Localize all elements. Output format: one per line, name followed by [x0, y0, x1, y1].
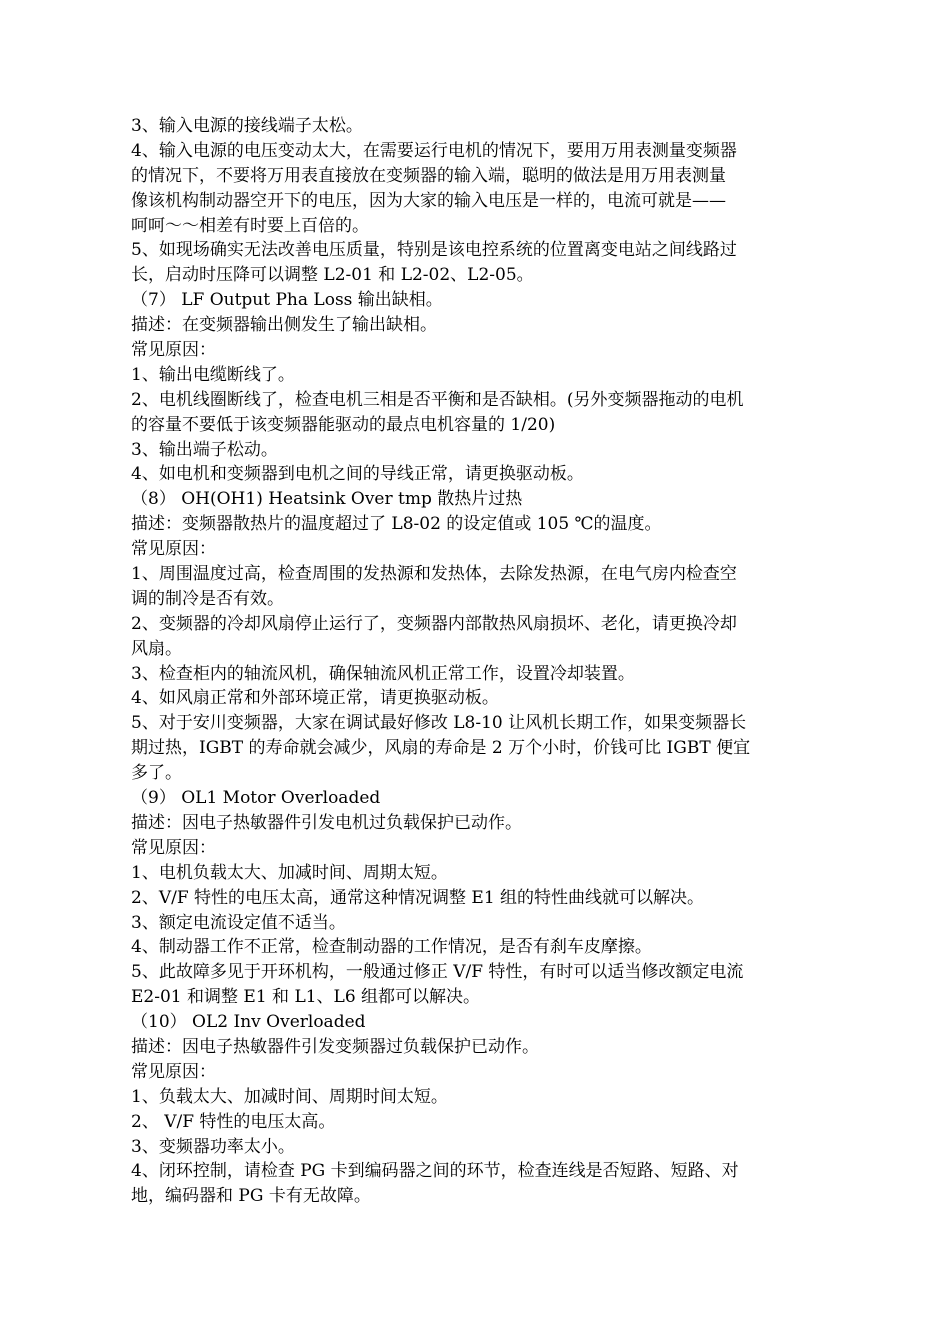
text-line: 2、 V/F 特性的电压太高。: [131, 1111, 336, 1132]
text-line: 调的制冷是否有效。: [131, 588, 284, 609]
text-line: 5、对于安川变频器，大家在调试最好修改 L8-10 让风机长期工作，如果变频器长: [131, 713, 747, 734]
text-line: 期过热，IGBT 的寿命就会减少，风扇的寿命是 2 万个小时，价钱可比 IGBT 便宜: [131, 738, 751, 759]
text-line: 的情况下，不要将万用表直接放在变频器的输入端，聪明的做法是用万用表测量: [131, 165, 726, 186]
text-line: 地，编码器和 PG 卡有无故障。: [131, 1186, 371, 1207]
text-line: 3、变频器功率太小。: [131, 1136, 295, 1157]
text-line: 1、电机负载太大、加减时间、周期太短。: [131, 862, 448, 883]
text-line: 4、如电机和变频器到电机之间的导线正常，请更换驱动板。: [131, 464, 584, 485]
text-line: 描述：因电子热敏器件引发变频器过负载保护已动作。: [131, 1036, 539, 1057]
text-line: 1、负载太大、加减时间、周期时间太短。: [131, 1086, 448, 1107]
text-line: 1、输出电缆断线了。: [131, 364, 295, 385]
text-line: 呵呵～～相差有时要上百倍的。: [131, 215, 369, 236]
text-line: 5、此故障多见于开环机构，一般通过修正 V/F 特性，有时可以适当修改额定电流: [131, 962, 744, 983]
text-line: 描述：在变频器输出侧发生了输出缺相。: [131, 315, 437, 336]
text-line: 风扇。: [131, 638, 182, 659]
text-line: 4、闭环控制，请检查 PG 卡到编码器之间的环节，检查连线是否短路、短路、对: [131, 1161, 739, 1182]
document-body: [131, 114, 811, 1209]
text-line: 多了。: [131, 763, 182, 784]
text-line: 1、周围温度过高，检查周围的发热源和发热体，去除发热源，在电气房内检查空: [131, 564, 737, 585]
section-heading: （8） OH(OH1) Heatsink Over tmp 散热片过热: [131, 489, 523, 510]
text-line: 常见原因：: [131, 340, 216, 361]
text-line: 描述：变频器散热片的温度超过了 L8-02 的设定值或 105 ℃的温度。: [131, 514, 662, 535]
text-line: 常见原因：: [131, 1061, 216, 1082]
text-line: 3、输入电源的接线端子太松。: [131, 116, 363, 136]
text-line: 3、输出端子松动。: [131, 439, 278, 460]
section-heading: （7） LF Output Pha Loss 输出缺相。: [131, 290, 443, 311]
text-line: 4、制动器工作不正常，检查制动器的工作情况，是否有刹车皮摩擦。: [131, 937, 652, 958]
text-line: 2、电机线圈断线了，检查电机三相是否平衡和是否缺相。(另外变频器拖动的电机: [131, 389, 744, 410]
text-line: E2-01 和调整 E1 和 L1、L6 组都可以解决。: [131, 987, 481, 1008]
text-line: 常见原因：: [131, 539, 216, 560]
text-line: 常见原因：: [131, 837, 216, 858]
section-heading: （10） OL2 Inv Overloaded: [131, 1012, 366, 1033]
text-line: 的容量不要低于该变频器能驱动的最点电机容量的 1/20): [131, 414, 556, 435]
text-line: 2、V/F 特性的电压太高，通常这种情况调整 E1 组的特性曲线就可以解决。: [131, 887, 705, 908]
text-line: 3、检查柜内的轴流风机，确保轴流风机正常工作，设置冷却装置。: [131, 663, 635, 684]
text-line: 描述：因电子热敏器件引发电机过负载保护已动作。: [131, 812, 522, 833]
section-heading: （9） OL1 Motor Overloaded: [131, 788, 381, 809]
text-line: 2、变频器的冷却风扇停止运行了，变频器内部散热风扇损坏、老化，请更换冷却: [131, 613, 737, 634]
text-line: 像该机构制动器空开下的电压，因为大家的输入电压是一样的，电流可就是——: [131, 190, 726, 211]
text-line: 4、如风扇正常和外部环境正常，请更换驱动板。: [131, 688, 499, 709]
text-line: 4、输入电源的电压变动太大，在需要运行电机的情况下，要用万用表测量变频器: [131, 140, 737, 161]
text-line: 长，启动时压降可以调整 L2-01 和 L2-02、L2-05。: [131, 265, 534, 286]
text-line: 5、如现场确实无法改善电压质量，特别是该电控系统的位置离变电站之间线路过: [131, 240, 737, 261]
text-line: 3、额定电流设定值不适当。: [131, 912, 346, 933]
